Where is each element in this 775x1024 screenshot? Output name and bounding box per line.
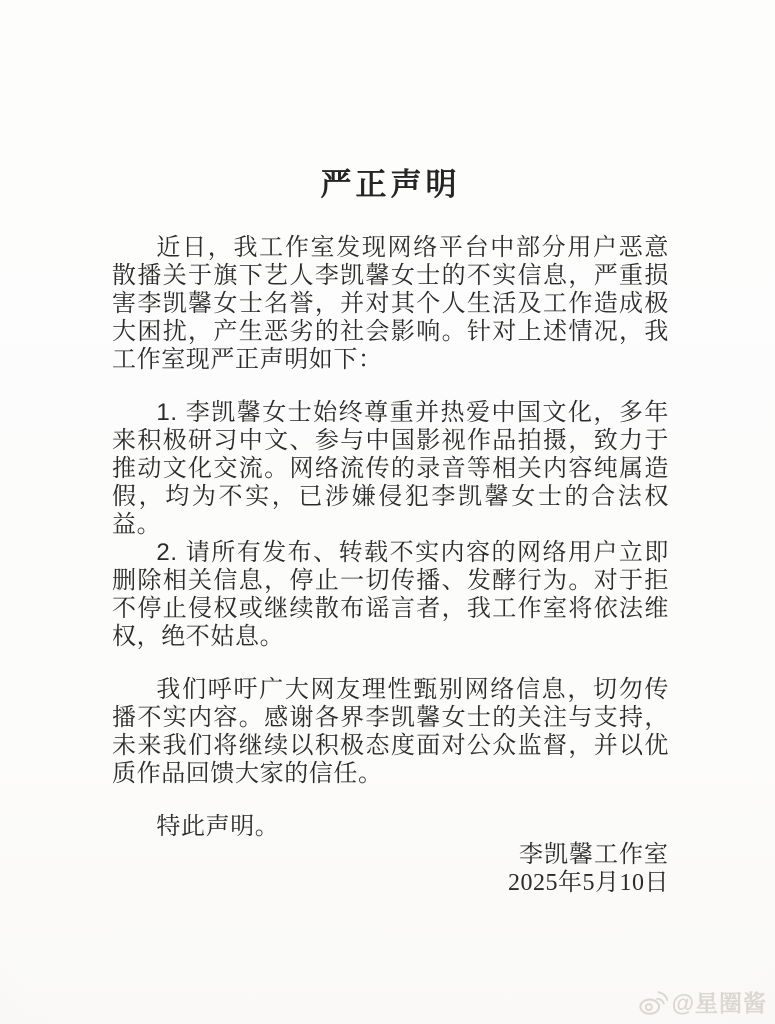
- statement-paragraph-appeal: 我们呼吁广大网友理性甄别网络信息，切勿传播不实内容。感谢各界李凯馨女士的关注与支持，未来我们将继续以积极态度面对公众监督，并以优质作品回馈大家的信任。: [112, 676, 669, 787]
- statement-title: 严正声明: [320, 167, 461, 202]
- watermark: [638, 985, 767, 1018]
- signature-studio-name: 李凯馨工作室: [519, 841, 669, 868]
- statement-paragraph-intro: 近日，我工作室发现网络平台中部分用户恶意散播关于旗下艺人李凯馨女士的不实信息，严重损害李凯馨女士名誉，并对其个人生活及工作造成极大困扰，产生恶劣的社会影响。针对上述情况，我工作室现严正声明如下：: [112, 234, 669, 373]
- signature-block: [112, 841, 669, 897]
- statement-paragraph-point-1: 1. 李凯馨女士始终尊重并热爱中国文化，多年来积极研习中文、参与中国影视作品拍摄，致力于推动文化交流。网络流传的录音等相关内容纯属造假，均为不实，已涉嫌侵犯李凯馨女士的合法权益。: [112, 399, 669, 538]
- statement-closing: 特此声明。: [156, 813, 280, 840]
- weibo-icon: [638, 988, 668, 1016]
- watermark-handle: @星圈酱: [671, 990, 767, 1016]
- statement-paragraph-point-2: 2. 请所有发布、转载不实内容的网络用户立即删除相关信息，停止一切传播、发酵行为。对于拒不停止侵权或继续散布谣言者，我工作室将依法维权，绝不姑息。: [112, 539, 669, 650]
- signature-date: 2025年5月10日: [508, 870, 669, 896]
